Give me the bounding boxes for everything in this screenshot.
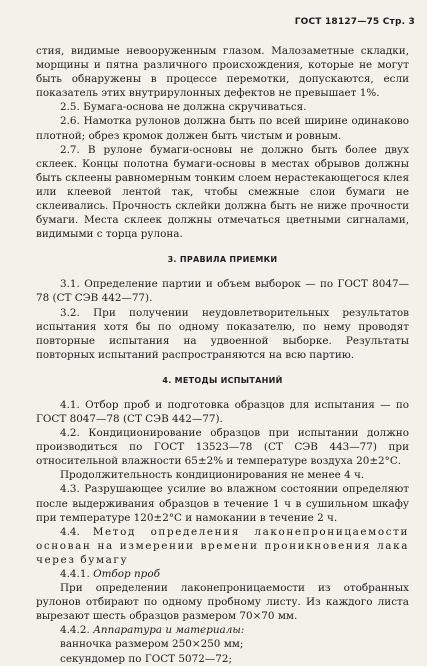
paragraph-2-7: 2.7. В рулоне бумаги-основы не должно быть более двух склеек. Концы полотна бумаги-основы в местах обрывов должны быть склеены равномерным тонким слоем нерастекающегося клея или клеевой лентой так, чтобы смежные слои бумаги не склеивались. Прочность склейки должна быть не ниже прочности бумаги. Места склеек должны отмечаться цветными сигналами, видимыми с торца рулона. xyxy=(36,143,409,241)
paragraph-2-4-continued: стия, видимые невооруженным глазом. Малозаметные складки, морщины и пятна различного происхождения, которые не могут быть обнаружены в процессе перемотки, допускаются, если показатель этих внутрирулонных дефектов не превышает 1%. xyxy=(36,45,409,100)
paragraph-4-1: 4.1. Отбор проб и подготовка образцов для испытания — по ГОСТ 8047—78 (СТ СЭВ 442—77). xyxy=(36,398,409,425)
paragraph-4-4-2 xyxy=(36,623,409,637)
paragraph-3-2: 3.2. При получении неудовлетворительных результатов испытания хотя бы по одному показателю, по нему проводят повторные испытания на удвоенной выборке. Результаты повторных испытаний распространяются на всю партию. xyxy=(36,306,409,361)
paragraph-4-3: 4.3. Разрушающее усилие во влажном состоянии определяют после выдерживания образцов в течение 1 ч в сушильном шкафу при температуре 120±2°С и намокании в течение 2 ч. xyxy=(36,483,409,524)
document-body xyxy=(36,44,409,666)
paragraph-2-5: 2.5. Бумага-основа не должна скручиваться. xyxy=(60,101,307,114)
paragraph-4-4-2-number: 4.4.2. xyxy=(60,624,90,637)
paragraph-4-4-title: Метод определения лаконепроницаемости основан на измерении времени проникновения лака через бумагу xyxy=(36,525,409,566)
paragraph-4-4-1-number: 4.4.1. xyxy=(60,568,90,580)
paragraph-4-4 xyxy=(36,525,409,567)
paragraph-4-4-2-title: Аппаратура и материалы: xyxy=(93,624,245,637)
paragraph-4-2-duration: Продолжительность кондиционирования не менее 4 ч. xyxy=(60,469,365,482)
paragraph-3-1: 3.1. Определение партии и объем выборок — по ГОСТ 8047—78 (СТ СЭВ 442—77). xyxy=(36,278,409,305)
paragraph-4-4-number: 4.4. xyxy=(60,525,80,538)
paragraph-4-4-1 xyxy=(36,567,409,581)
paragraph-2-6: 2.6. Намотка рулонов должна быть по всей ширине одинаково плотной; обрез кромок должен быть чистым и ровным. xyxy=(36,115,409,142)
section-3-heading: 3. ПРАВИЛА ПРИЕМКИ xyxy=(167,255,278,265)
list-item-tray: ванночка размером 250×250 мм; xyxy=(60,638,244,651)
section-4-heading: 4. МЕТОДЫ ИСПЫТАНИЙ xyxy=(162,375,283,385)
paragraph-4-4-1-text: При определении лаконепроницаемости из отобранных рулонов отбирают по одному пробному листу. Из каждого листа вырезают шесть образцов размером 70×70 мм. xyxy=(36,582,409,623)
paragraph-4-2: 4.2. Кондиционирование образцов при испытании должно производиться по ГОСТ 13523—78 (СТ СЭВ 443—77) при относительной влажности 65±2% и температуре воздуха 20±2°С. xyxy=(36,427,409,468)
page-header: ГОСТ 18127—75 Стр. 3 xyxy=(294,17,415,27)
paragraph-4-4-1-title: Отбор проб xyxy=(93,568,160,580)
list-item-stopwatch: секундомер по ГОСТ 5072—72; xyxy=(60,652,232,665)
